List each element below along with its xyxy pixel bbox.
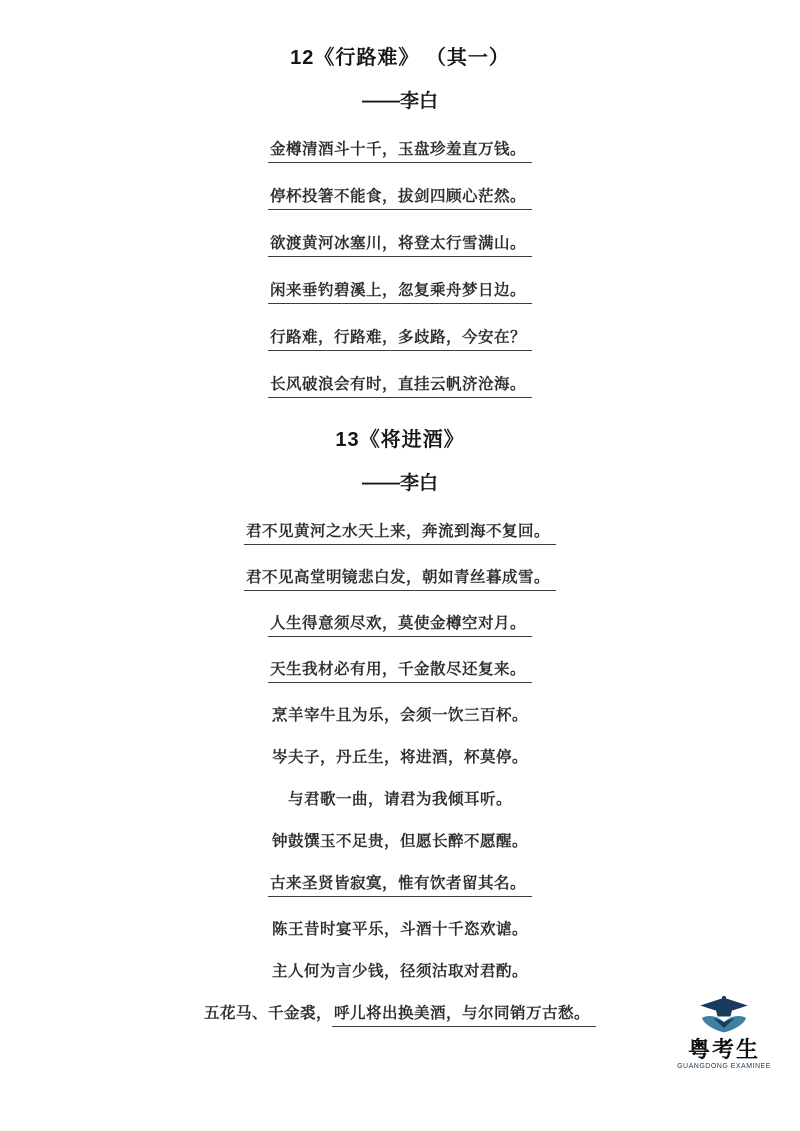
brand-subtitle: GUANGDONG EXAMINEE bbox=[677, 1063, 771, 1070]
poem-line-segment: 岑夫子，丹丘生，将进酒，杯莫停。 bbox=[271, 749, 528, 766]
graduation-cap-book-icon bbox=[694, 995, 754, 1037]
poem-title: 13《将进酒》 bbox=[335, 429, 465, 451]
poem-line-segment: 钟鼓馔玉不足贵，但愿长醉不愿醒。 bbox=[271, 833, 528, 850]
poem-line bbox=[0, 748, 800, 767]
poem-line-segment-underlined: 人生得意须尽欢，莫使金樽空对月。 bbox=[268, 614, 532, 637]
poem-line-segment-underlined: 古来圣贤皆寂寞，惟有饮者留其名。 bbox=[268, 874, 532, 897]
poem-line-segment-underlined: 闲来垂钓碧溪上，忽复乘舟梦日边。 bbox=[268, 281, 532, 304]
poem-author: ——李白 bbox=[361, 91, 438, 112]
poem-line-segment: 陈王昔时宴平乐，斗酒十千恣欢谑。 bbox=[271, 921, 528, 938]
brand-name: 粤考生 bbox=[687, 1037, 760, 1062]
poem-section-qiangjinjiu bbox=[0, 428, 800, 1027]
poem-line-segment-underlined: 欲渡黄河冰塞川，将登太行雪满山。 bbox=[268, 234, 532, 257]
poem-line bbox=[0, 234, 800, 257]
poem-title: 12《行路难》 （其一） bbox=[290, 47, 510, 69]
poem-lines bbox=[0, 140, 800, 398]
brand-logo bbox=[676, 995, 772, 1072]
poem-line-segment-underlined: 金樽清酒斗十千，玉盘珍羞直万钱。 bbox=[268, 140, 532, 163]
poem-line-segment: 烹羊宰牛且为乐，会须一饮三百杯。 bbox=[271, 707, 528, 724]
poem-lines bbox=[0, 522, 800, 1027]
poem-line bbox=[0, 568, 800, 591]
poem-line bbox=[0, 328, 800, 351]
poem-line bbox=[0, 187, 800, 210]
poem-line bbox=[0, 614, 800, 637]
poem-line bbox=[0, 874, 800, 897]
poem-line bbox=[0, 140, 800, 163]
poem-line bbox=[0, 790, 800, 809]
poem-line bbox=[0, 281, 800, 304]
poem-line bbox=[0, 920, 800, 939]
poem-line bbox=[0, 962, 800, 981]
poem-line-segment: 五花马、千金裘， bbox=[203, 1005, 332, 1022]
poem-line-segment-underlined: 君不见黄河之水天上来，奔流到海不复回。 bbox=[244, 522, 556, 545]
poem-line bbox=[0, 522, 800, 545]
poem-line-segment-underlined: 停杯投箸不能食，拔剑四顾心茫然。 bbox=[268, 187, 532, 210]
poem-line-segment-underlined: 行路难，行路难，多歧路，今安在？ bbox=[268, 328, 532, 351]
poem-author: ——李白 bbox=[361, 473, 438, 494]
poem-line bbox=[0, 375, 800, 398]
poem-line bbox=[0, 832, 800, 851]
poem-line-segment-underlined: 君不见高堂明镜悲白发，朝如青丝暮成雪。 bbox=[244, 568, 556, 591]
poem-line-segment-underlined: 呼儿将出换美酒，与尔同销万古愁。 bbox=[332, 1004, 596, 1027]
poem-line-segment: 主人何为言少钱，径须沽取对君酌。 bbox=[271, 963, 528, 980]
poem-line bbox=[0, 706, 800, 725]
poem-line-segment-underlined: 长风破浪会有时，直挂云帆济沧海。 bbox=[268, 375, 532, 398]
poem-line bbox=[0, 660, 800, 683]
poem-section-xinglunan bbox=[0, 0, 800, 398]
poem-line-segment: 与君歌一曲，请君为我倾耳听。 bbox=[287, 791, 512, 808]
poem-line-segment-underlined: 天生我材必有用，千金散尽还复来。 bbox=[268, 660, 532, 683]
